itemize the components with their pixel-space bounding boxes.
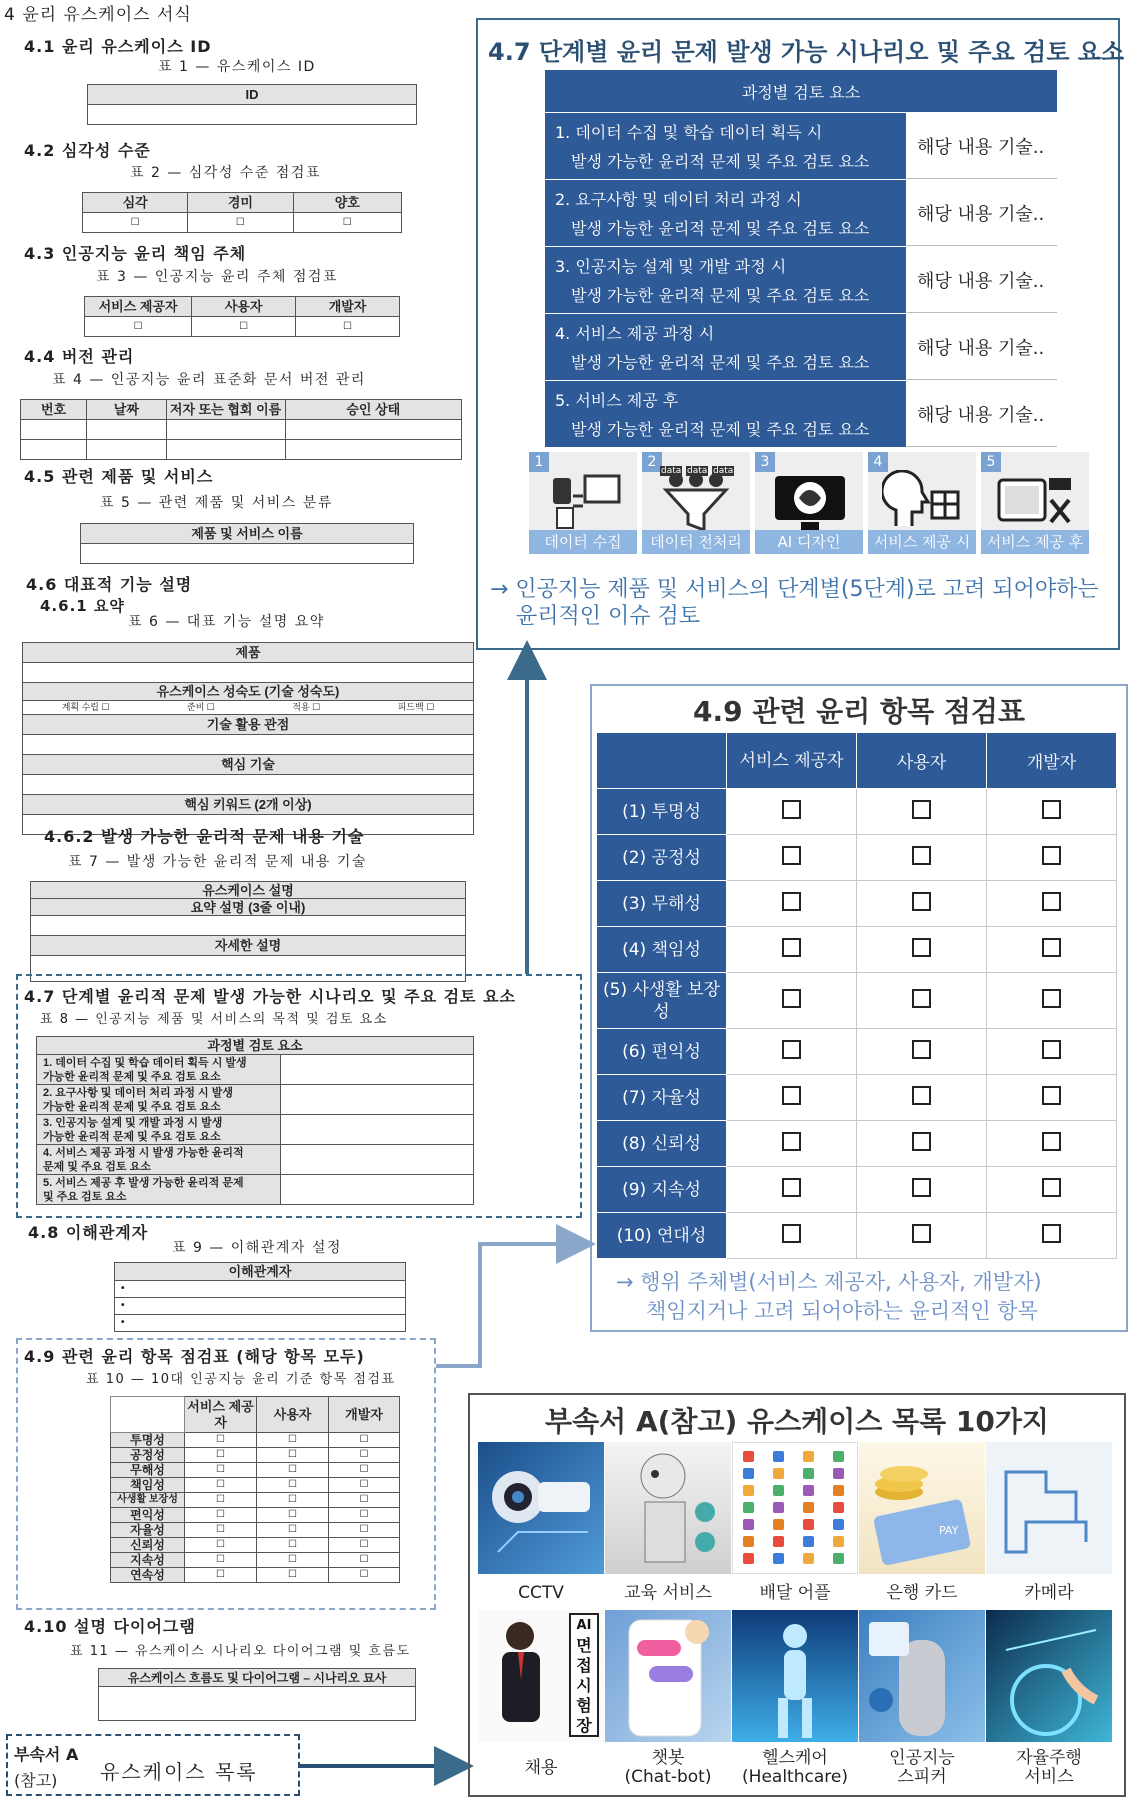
appendix-title: 부속서 A(참고) 유스케이스 목록 10가지 — [545, 1405, 1049, 1438]
t10-checkbox[interactable]: ☐ — [329, 1448, 400, 1463]
t10-checkbox[interactable]: ☐ — [257, 1553, 329, 1568]
p49-checkbox[interactable] — [987, 1167, 1117, 1213]
stage-label: 서비스 제공 시 — [868, 530, 976, 554]
t8-header: 과정별 검토 요소 — [37, 1037, 474, 1055]
t11-header: 유스케이스 흐름도 및 다이어그램 – 시나리오 묘사 — [99, 1669, 416, 1687]
tile-label-line1: 채용 — [524, 1757, 558, 1778]
t8-row-3a: 3. 인공지능 설계 및 개발 과정 시 발생 — [43, 1116, 223, 1129]
tile-label-line2: 서비스 — [1024, 1767, 1074, 1787]
t6-tech-view: 기술 활용 관점 — [23, 715, 474, 735]
p49-checkbox[interactable] — [727, 973, 857, 1029]
stage-label: 서비스 제공 후 — [981, 530, 1089, 554]
p49-checkbox[interactable] — [857, 789, 987, 835]
section-4-7-heading: 4.7 단계별 윤리적 문제 발생 가능한 시나리오 및 주요 검토 요소 — [24, 987, 516, 1006]
p49-checkbox[interactable] — [727, 1121, 857, 1167]
tile-label-line1: 자율주행 — [1016, 1748, 1082, 1768]
t10-row-label: 공정성 — [111, 1448, 185, 1463]
p49-checkbox[interactable] — [857, 1075, 987, 1121]
table-1-header: ID — [88, 85, 417, 105]
sign-char: AI — [576, 1618, 592, 1633]
panel-4-9-title: 4.9 관련 윤리 항목 점검표 — [692, 695, 1026, 728]
p47-note-line2: 윤리적인 이슈 검토 — [516, 604, 701, 629]
p47-header: 과정별 검토 요소 — [545, 70, 1057, 112]
t10-checkbox[interactable]: ☐ — [257, 1478, 329, 1493]
t10-col-developer: 개발자 — [329, 1397, 400, 1433]
p49-row-label: (7) 자율성 — [597, 1075, 727, 1121]
stage-label: AI 디자인 — [755, 530, 863, 554]
p49-checkbox[interactable] — [987, 835, 1117, 881]
tile-cctv[interactable] — [478, 1442, 604, 1574]
section-4-8-heading: 4.8 이해관계자 — [28, 1223, 149, 1242]
table-10-caption: 표 10 — 10대 인공지능 윤리 기준 항목 점검표 — [86, 1372, 396, 1387]
tile-label — [605, 1744, 731, 1792]
t8-row-5a: 5. 서비스 제공 후 발생 가능한 윤리적 문제 — [43, 1176, 244, 1189]
tile-delivery[interactable] — [732, 1442, 858, 1574]
section-4-5-heading: 4.5 관련 제품 및 서비스 — [24, 467, 214, 486]
t10-checkbox[interactable]: ☐ — [257, 1463, 329, 1478]
t2-checkbox[interactable]: ☐ — [83, 213, 188, 233]
p49-col-provider: 서비스 제공자 — [727, 733, 857, 789]
stage-3[interactable] — [755, 452, 863, 554]
p49-row-label: (8) 신뢰성 — [597, 1121, 727, 1167]
t10-checkbox[interactable]: ☐ — [329, 1433, 400, 1448]
p49-checkbox[interactable] — [727, 927, 857, 973]
p49-note-line2: 책임지거나 고려 되어야하는 윤리적인 항목 — [646, 1299, 1038, 1323]
tile-label-line2: (Chat-bot) — [624, 1767, 712, 1787]
t10-checkbox[interactable]: ☐ — [185, 1508, 257, 1523]
p49-checkbox[interactable] — [727, 835, 857, 881]
p47-row-line1: 1. 데이터 수집 및 학습 데이터 획득 시 — [555, 123, 823, 142]
t2-checkbox[interactable]: ☐ — [188, 213, 293, 233]
t10-checkbox[interactable]: ☐ — [185, 1478, 257, 1493]
t8-row-4a: 4. 서비스 제공 과정 시 발생 가능한 윤리적 — [43, 1146, 244, 1159]
tile-camera[interactable] — [986, 1442, 1112, 1574]
stage-number: 5 — [981, 452, 1001, 472]
tile-label — [732, 1744, 858, 1792]
p49-checkbox[interactable] — [857, 973, 987, 1029]
tile-label: 교육 서비스 — [624, 1582, 712, 1603]
p47-row-content[interactable]: 해당 내용 기술.. — [907, 113, 1057, 179]
p47-row-line2: 발생 가능한 윤리적 문제 및 주요 검토 요소 — [571, 219, 870, 238]
t10-checkbox[interactable]: ☐ — [329, 1553, 400, 1568]
appendix-a-label: 부속서 A — [14, 1745, 79, 1764]
t3-col-user: 사용자 — [192, 297, 296, 317]
section-4-1-heading: 4.1 윤리 유스케이스 ID — [24, 37, 212, 56]
t3-col-developer: 개발자 — [296, 297, 400, 317]
t6-maturity: 유스케이스 성숙도 (기술 성숙도) — [23, 683, 474, 701]
tile-label: CCTV — [518, 1582, 564, 1603]
section-4-4-heading: 4.4 버전 관리 — [24, 347, 135, 366]
t4-col-date: 날짜 — [87, 400, 166, 420]
stage-1[interactable] — [529, 452, 637, 554]
p47-row-line2: 발생 가능한 윤리적 문제 및 주요 검토 요소 — [571, 152, 870, 171]
p49-note-line1: → 행위 주체별(서비스 제공자, 사용자, 개발자) — [616, 1270, 1042, 1294]
data-funnel-icon — [656, 470, 738, 532]
t10-checkbox[interactable]: ☐ — [257, 1448, 329, 1463]
p49-row-label: (4) 책임성 — [597, 927, 727, 973]
appendix-a-title: 유스케이스 목록 — [100, 1760, 258, 1784]
p49-checkbox[interactable] — [987, 881, 1117, 927]
tile-education[interactable] — [605, 1442, 731, 1574]
t10-row-label: 연속성 — [111, 1568, 185, 1583]
t2-col-minor: 경미 — [188, 193, 293, 213]
table-1-caption: 표 1 — 유스케이스 ID — [158, 59, 316, 75]
t10-checkbox[interactable]: ☐ — [185, 1538, 257, 1553]
t10-checkbox[interactable]: ☐ — [329, 1568, 400, 1583]
tile-label-line2: 스피커 — [897, 1767, 947, 1787]
t10-row-label: 책임성 — [111, 1478, 185, 1493]
tile-autonomous[interactable] — [986, 1610, 1112, 1742]
t10-row-label: 투명성 — [111, 1433, 185, 1448]
section-4-3-heading: 4.3 인공지능 윤리 책임 주체 — [24, 244, 247, 263]
p49-checkbox[interactable] — [987, 973, 1117, 1029]
t3-checkbox[interactable]: ☐ — [192, 317, 296, 337]
table-9-caption: 표 9 — 이해관계자 설정 — [172, 1240, 342, 1256]
p49-row-label: (1) 투명성 — [597, 789, 727, 835]
t2-checkbox[interactable]: ☐ — [293, 213, 401, 233]
t6-opt-prepare[interactable]: 준비 ☐ — [186, 702, 215, 712]
t8-row-2b: 가능한 윤리적 문제 및 주요 검토 요소 — [43, 1100, 221, 1113]
p47-row-line2: 발생 가능한 윤리적 문제 및 주요 검토 요소 — [571, 286, 870, 305]
panel-4-7-title: 4.7 단계별 윤리 문제 발생 가능 시나리오 및 주요 검토 요소 — [488, 38, 1125, 66]
p49-checkbox[interactable] — [727, 1029, 857, 1075]
p47-row-3 — [545, 247, 1057, 313]
stage-number: 1 — [529, 452, 549, 472]
p49-checkbox[interactable] — [987, 1213, 1117, 1259]
section-4-10-heading: 4.10 설명 다이어그램 — [24, 1617, 196, 1636]
t9-bullet[interactable]: • — [115, 1281, 406, 1298]
t4-col-author: 저자 또는 협회 이름 — [166, 400, 285, 420]
tablet-tools-icon — [995, 470, 1077, 532]
p49-note — [616, 1268, 1042, 1326]
tile-healthcare[interactable] — [732, 1610, 858, 1742]
tile-label: 카메라 — [1024, 1582, 1074, 1603]
data-tag: data — [713, 466, 734, 476]
table-2-caption: 표 2 — 심각성 수준 점검표 — [130, 165, 321, 181]
t8-row-5b: 및 주요 검토 요소 — [43, 1190, 127, 1203]
data-tag: data — [687, 466, 708, 476]
p47-row-line1: 4. 서비스 제공 과정 시 — [555, 324, 715, 343]
p47-row-2 — [545, 180, 1057, 246]
p47-row-line1: 5. 서비스 제공 후 — [555, 391, 679, 410]
p47-row-content[interactable]: 해당 내용 기술.. — [907, 314, 1057, 380]
table-6-caption: 표 6 — 대표 기능 설명 요약 — [128, 614, 325, 630]
t10-row-label: 신뢰성 — [111, 1538, 185, 1553]
p49-checkbox[interactable] — [857, 881, 987, 927]
t10-checkbox[interactable]: ☐ — [257, 1433, 329, 1448]
p49-checkbox[interactable] — [857, 1213, 987, 1259]
t10-row-label: 편익성 — [111, 1508, 185, 1523]
t6-opt-feedback[interactable]: 피드백 ☐ — [397, 702, 435, 712]
t7-summary: 요약 설명 (3줄 이내) — [31, 899, 466, 916]
appendix-a-ref: (참고) — [14, 1771, 58, 1790]
pay-label: PAY — [939, 1524, 959, 1537]
database-transfer-icon — [543, 470, 625, 532]
tile-label-line1: 챗봇 — [651, 1748, 685, 1768]
t6-opt-plan[interactable]: 계획 수립 ☐ — [61, 702, 110, 712]
t2-col-good: 양호 — [293, 193, 401, 213]
sign-char: 시 — [576, 1676, 592, 1695]
t7-usecase-desc: 유스케이스 설명 — [31, 882, 466, 899]
p47-row-line2: 발생 가능한 윤리적 문제 및 주요 검토 요소 — [571, 420, 870, 439]
p47-row-line1: 2. 요구사항 및 데이터 처리 과정 시 — [555, 190, 802, 209]
sign-char: 험 — [576, 1696, 592, 1715]
brain-monitor-icon — [769, 470, 851, 532]
p47-note-line1: → 인공지능 제품 및 서비스의 단계별(5단계)로 고려 되어야하는 — [490, 577, 1099, 602]
data-tag: data — [661, 466, 682, 476]
t8-row-1a: 1. 데이터 수집 및 학습 데이터 획득 시 발생 — [43, 1056, 247, 1069]
p49-checkbox[interactable] — [727, 789, 857, 835]
p49-checkbox[interactable] — [727, 1167, 857, 1213]
sign-char: 면 — [576, 1636, 592, 1655]
t10-col-user: 사용자 — [257, 1397, 329, 1433]
tile-label-line2: (Healthcare) — [742, 1767, 848, 1787]
t10-checkbox[interactable]: ☐ — [329, 1523, 400, 1538]
t10-checkbox[interactable]: ☐ — [329, 1463, 400, 1478]
t10-row-label: 지속성 — [111, 1553, 185, 1568]
table-3-caption: 표 3 — 인공지능 윤리 주체 점검표 — [96, 269, 338, 285]
p49-checkbox[interactable] — [857, 835, 987, 881]
t10-checkbox[interactable]: ☐ — [257, 1523, 329, 1538]
t10-row-label: 자율성 — [111, 1523, 185, 1538]
t10-checkbox[interactable]: ☐ — [329, 1478, 400, 1493]
section-4-9-heading: 4.9 관련 윤리 항목 점검표 (해당 항목 모두) — [24, 1347, 365, 1366]
p49-checkbox[interactable] — [857, 1029, 987, 1075]
t10-checkbox[interactable]: ☐ — [185, 1463, 257, 1478]
t10-checkbox[interactable]: ☐ — [185, 1568, 257, 1583]
tile-label: 배달 어플 — [759, 1582, 831, 1603]
section-4-6-2-heading: 4.6.2 발생 가능한 윤리적 문제 내용 기술 — [44, 827, 365, 846]
t9-bullet[interactable]: • — [115, 1298, 406, 1315]
t3-checkbox[interactable]: ☐ — [85, 317, 192, 337]
section-4-2-heading: 4.2 심각성 수준 — [24, 141, 151, 160]
p49-checkbox[interactable] — [727, 1075, 857, 1121]
t10-checkbox[interactable]: ☐ — [329, 1508, 400, 1523]
p49-row-label: (6) 편익성 — [597, 1029, 727, 1075]
p49-checkbox[interactable] — [727, 1213, 857, 1259]
tile-hiring[interactable] — [478, 1610, 604, 1742]
table-11-caption: 표 11 — 유스케이스 시나리오 다이어그램 및 흐름도 — [70, 1644, 411, 1659]
stage-label: 데이터 전처리 — [642, 530, 750, 554]
t6-product: 제품 — [23, 643, 474, 663]
t10-checkbox[interactable]: ☐ — [257, 1538, 329, 1553]
stage-number: 3 — [755, 452, 775, 472]
p47-row-1 — [545, 113, 1057, 179]
tile-label — [986, 1744, 1112, 1792]
stage-2[interactable] — [642, 452, 750, 554]
sign-char: 접 — [576, 1656, 592, 1675]
p47-row-line1: 3. 인공지능 설계 및 개발 과정 시 — [555, 257, 787, 276]
tile-bank-card[interactable] — [859, 1442, 985, 1574]
p47-row-content[interactable]: 해당 내용 기술.. — [907, 381, 1057, 447]
t10-checkbox[interactable]: ☐ — [185, 1433, 257, 1448]
t4-col-approval: 승인 상태 — [285, 400, 461, 420]
p49-checklist — [596, 732, 1117, 1259]
tile-label-line1: 인공지능 — [889, 1748, 955, 1768]
p47-row-line2: 발생 가능한 윤리적 문제 및 주요 검토 요소 — [571, 353, 870, 372]
t10-checkbox[interactable]: ☐ — [185, 1448, 257, 1463]
p49-row-label: (5) 사생활 보장성 — [597, 973, 727, 1029]
tile-label: 은행 카드 — [886, 1582, 958, 1603]
t4-col-number: 번호 — [21, 400, 87, 420]
p47-row-content[interactable]: 해당 내용 기술.. — [907, 247, 1057, 313]
t6-keywords: 핵심 키워드 (2개 이상) — [23, 795, 474, 815]
t10-checkbox[interactable]: ☐ — [329, 1493, 400, 1508]
t10-checkbox[interactable]: ☐ — [257, 1508, 329, 1523]
t6-opt-apply[interactable]: 적용 ☐ — [292, 702, 321, 712]
t8-row-4b: 문제 및 주요 검토 요소 — [43, 1160, 151, 1173]
t10-row-label: 무해성 — [111, 1463, 185, 1478]
t9-bullet[interactable]: • — [115, 1315, 406, 1332]
t2-col-severe: 심각 — [83, 193, 188, 213]
p49-checkbox[interactable] — [857, 1167, 987, 1213]
t10-row-label: 사생활 보장성 — [111, 1493, 185, 1508]
p49-col-user: 사용자 — [857, 733, 987, 789]
tile-label-line1: 헬스케어 — [762, 1748, 828, 1768]
p47-note — [490, 576, 1099, 630]
stage-number: 4 — [868, 452, 888, 472]
table-7-caption: 표 7 — 발생 가능한 윤리적 문제 내용 기술 — [68, 854, 367, 870]
head-gift-icon — [882, 470, 964, 532]
tile-label — [478, 1744, 604, 1792]
table-8-caption: 표 8 — 인공지능 제품 및 서비스의 목적 및 검토 요소 — [40, 1012, 388, 1027]
p49-checkbox[interactable] — [727, 881, 857, 927]
p49-checkbox[interactable] — [987, 927, 1117, 973]
t3-checkbox[interactable]: ☐ — [296, 317, 400, 337]
stage-5[interactable] — [981, 452, 1089, 554]
p49-col-developer: 개발자 — [987, 733, 1117, 789]
p47-row-4 — [545, 314, 1057, 380]
t10-checkbox[interactable]: ☐ — [257, 1493, 329, 1508]
tile-chatbot[interactable] — [605, 1610, 731, 1742]
t8-row-1b: 가능한 윤리적 문제 및 주요 검토 요소 — [43, 1070, 221, 1083]
t3-col-provider: 서비스 제공자 — [85, 297, 192, 317]
t8-row-2a: 2. 요구사항 및 데이터 처리 과정 시 발생 — [43, 1086, 233, 1099]
p49-checkbox[interactable] — [987, 789, 1117, 835]
section-4-heading: 4 윤리 유스케이스 서식 — [4, 5, 192, 25]
tile-ai-speaker[interactable] — [859, 1610, 985, 1742]
p49-checkbox[interactable] — [987, 1075, 1117, 1121]
t5-header: 제품 및 서비스 이름 — [81, 524, 414, 544]
t10-checkbox[interactable]: ☐ — [185, 1493, 257, 1508]
t6-core-tech: 핵심 기술 — [23, 755, 474, 775]
t10-col-provider: 서비스 제공자 — [185, 1397, 257, 1433]
section-4-6-heading: 4.6 대표적 기능 설명 — [26, 575, 193, 594]
t10-checkbox[interactable]: ☐ — [257, 1568, 329, 1583]
t7-detail: 자세한 설명 — [31, 936, 466, 956]
stage-4[interactable] — [868, 452, 976, 554]
p47-row-content[interactable]: 해당 내용 기술.. — [907, 180, 1057, 246]
p49-row-label: (10) 연대성 — [597, 1213, 727, 1259]
t10-checkbox[interactable]: ☐ — [329, 1538, 400, 1553]
sign-char: 장 — [576, 1716, 592, 1735]
p49-checkbox[interactable] — [987, 1029, 1117, 1075]
p49-row-label: (3) 무해성 — [597, 881, 727, 927]
p47-row-5 — [545, 381, 1057, 447]
table-5-caption: 표 5 — 관련 제품 및 서비스 분류 — [100, 495, 333, 511]
t10-checkbox[interactable]: ☐ — [185, 1553, 257, 1568]
p49-row-label: (9) 지속성 — [597, 1167, 727, 1213]
t10-checkbox[interactable]: ☐ — [185, 1523, 257, 1538]
p49-checkbox[interactable] — [857, 927, 987, 973]
tile-label — [859, 1744, 985, 1792]
table-4-caption: 표 4 — 인공지능 윤리 표준화 문서 버전 관리 — [52, 372, 366, 388]
p49-row-label: (2) 공정성 — [597, 835, 727, 881]
stage-number: 2 — [642, 452, 662, 472]
t8-row-3b: 가능한 윤리적 문제 및 주요 검토 요소 — [43, 1130, 221, 1143]
section-4-6-1-heading: 4.6.1 요약 — [40, 597, 125, 615]
p49-checkbox[interactable] — [987, 1121, 1117, 1167]
p49-checkbox[interactable] — [857, 1121, 987, 1167]
t9-header: 이해관계자 — [115, 1263, 406, 1281]
stage-label: 데이터 수집 — [529, 530, 637, 554]
